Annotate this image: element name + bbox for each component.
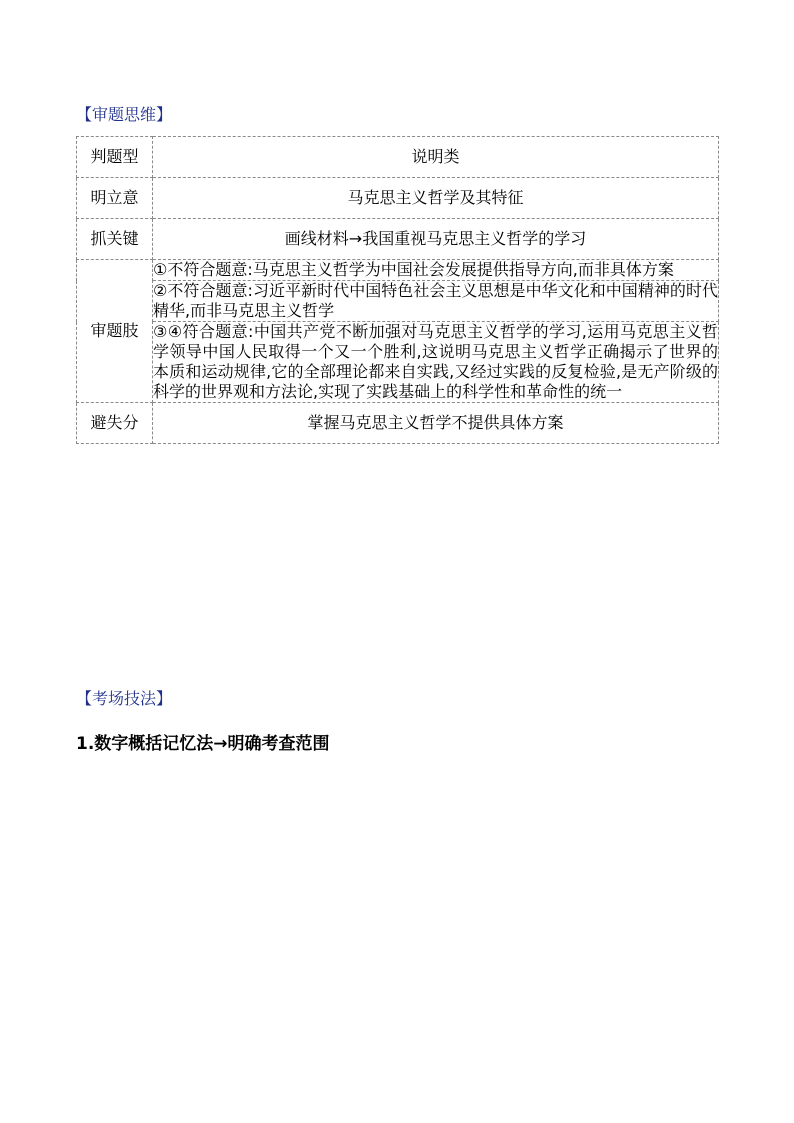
table-row <box>77 403 719 444</box>
row-label-avoid-loss: 避失分 <box>77 403 153 444</box>
option-2: ②不符合题意:习近平新时代中国特色社会主义思想是中华文化和中国精神的时代精华,而非马克思主义哲学 <box>153 281 718 320</box>
row-label-key: 抓关键 <box>77 219 153 260</box>
exam-technique-heading: 【考场技法】 <box>76 689 173 708</box>
row-label-question-type: 判题型 <box>77 137 153 178</box>
table-row <box>77 281 719 322</box>
table-row <box>77 219 719 260</box>
table-row <box>77 260 719 281</box>
table-row <box>77 178 719 219</box>
row-value-avoid-loss: 掌握马克思主义哲学不提供具体方案 <box>153 403 719 444</box>
row-label-options: 审题肢 <box>77 260 153 403</box>
row-value-key: 画线材料→我国重视马克思主义哲学的学习 <box>153 219 719 260</box>
table-row <box>77 137 719 178</box>
technique-item-title: 1.数字概括记忆法→明确考查范围 <box>76 734 330 754</box>
row-value-theme: 马克思主义哲学及其特征 <box>153 178 719 219</box>
table-row <box>77 322 719 403</box>
option-1: ①不符合题意:马克思主义哲学为中国社会发展提供指导方向,而非具体方案 <box>153 260 719 281</box>
row-label-theme: 明立意 <box>77 178 153 219</box>
review-thinking-heading: 【审题思维】 <box>76 105 173 124</box>
option-3-4: ③④符合题意:中国共产党不断加强对马克思主义哲学的学习,运用马克思主义哲学领导中国人民取得一个又一个胜利,这说明马克思主义哲学正确揭示了世界的本质和运动规律,它的全部理论都来自实践,又经过实践的反复检验,是无产阶级的科学的世界观和方法论,实现了实践基础上的科学性和革命性的统一 <box>153 322 718 401</box>
analysis-table <box>76 136 719 444</box>
row-value-question-type: 说明类 <box>153 137 719 178</box>
